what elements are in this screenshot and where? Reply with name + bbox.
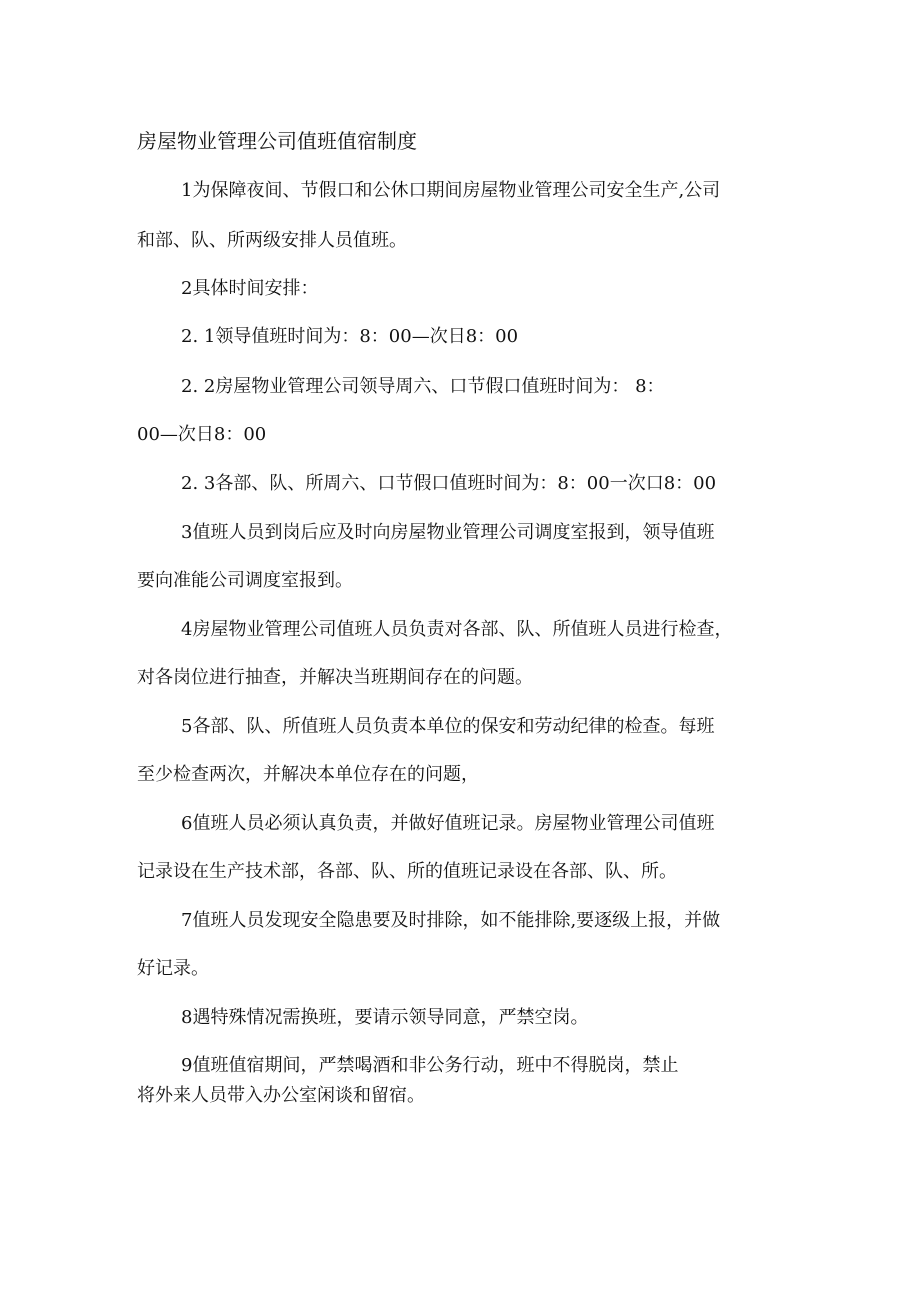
paragraph-3-line-1: 3值班人员到岗后应及时向房屋物业管理公司调度室报到，领导值班 <box>181 522 715 543</box>
paragraph-2-2-line-2: 00—次日8：00 <box>137 424 267 445</box>
paragraph-2: 2具体时间安排： <box>181 278 319 299</box>
paragraph-1-line-1: 1为保障夜间、节假口和公休口期间房屋物业管理公司安全生产,公司 <box>181 180 721 201</box>
paragraph-2-1: 2. 1领导值班时间为：8：00—次日8：00 <box>181 326 519 347</box>
paragraph-9-line-1: 9值班值宿期间，严禁喝酒和非公务行动，班中不得脱岗，禁止 <box>181 1055 679 1076</box>
paragraph-9-line-2: 将外来人员带入办公室闲谈和留宿。 <box>137 1085 425 1106</box>
paragraph-2-2-line-1: 2. 2房屋物业管理公司领导周六、口节假口值班时间为： 8： <box>181 376 665 397</box>
paragraph-5-line-1: 5各部、队、所值班人员负责本单位的保安和劳动纪律的检查。每班 <box>181 716 715 737</box>
document-title: 房屋物业管理公司值班值宿制度 <box>137 129 417 153</box>
paragraph-7-line-2: 好记录。 <box>137 958 209 979</box>
paragraph-3-line-2: 要向准能公司调度室报到。 <box>137 570 353 591</box>
paragraph-2-3: 2. 3各部、队、所周六、口节假口值班时间为：8：00一次口8：00 <box>181 473 717 494</box>
paragraph-7-line-1: 7值班人员发现安全隐患要及时排除，如不能排除,要逐级上报，并做 <box>181 910 721 931</box>
paragraph-1-line-2: 和部、队、所两级安排人员值班。 <box>137 230 407 251</box>
paragraph-4-line-1: 4房屋物业管理公司值班人员负责对各部、队、所值班人员进行检查， <box>181 619 733 640</box>
paragraph-6-line-1: 6值班人员必须认真负责，并做好值班记录。房屋物业管理公司值班 <box>181 813 715 834</box>
paragraph-5-line-2: 至少检查两次，并解决本单位存在的问题， <box>137 764 479 785</box>
paragraph-4-line-2: 对各岗位进行抽查，并解决当班期间存在的问题。 <box>137 667 533 688</box>
paragraph-8: 8遇特殊情况需换班，要请示领导同意，严禁空岗。 <box>181 1007 589 1028</box>
paragraph-6-line-2: 记录设在生产技术部，各部、队、所的值班记录设在各部、队、所。 <box>137 861 677 882</box>
